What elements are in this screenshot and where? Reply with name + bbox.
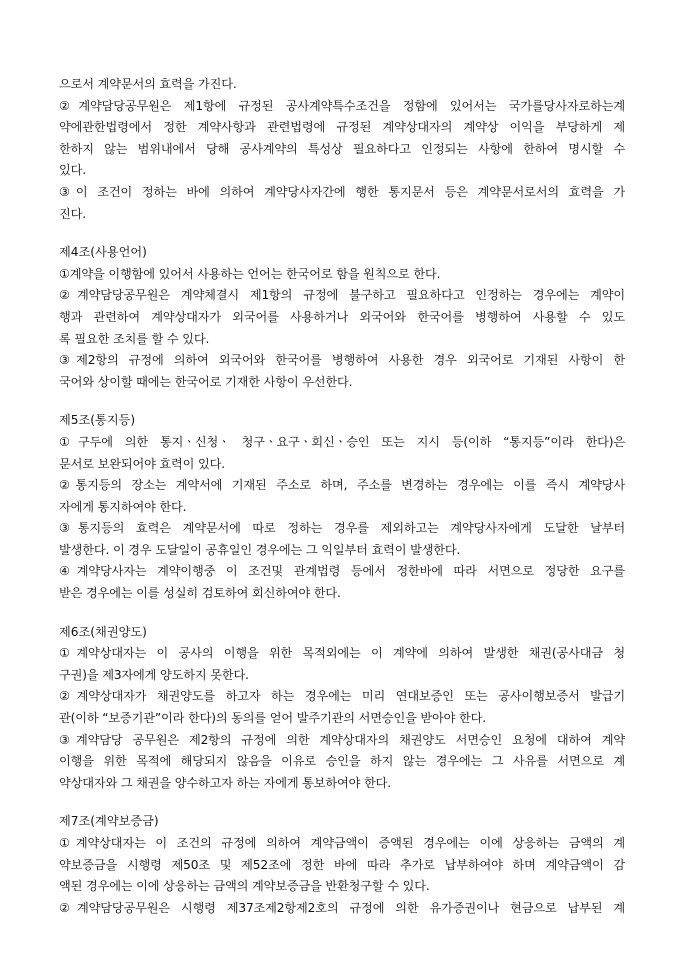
document-page xyxy=(59,74,625,919)
text-line: 구권)을 제3자에게 양도하지 못한다. xyxy=(59,667,249,682)
text-line: ③제2항의 규정에 의하여 외국어와 한국어를 병행하여 사용한 경우 외국어로 기재된 사항이 한 xyxy=(59,353,625,368)
text-line: ①계약상대자는 이 공사의 이행을 위한 목적외에는 이 계약에 의하여 발생한 채권(공사대금 청 xyxy=(59,646,625,661)
section-gap xyxy=(59,225,625,242)
text-line: ②계약상대자가 채권양도를 하고자 하는 경우에는 미리 연대보증인 또는 공사이행보증서 발급기 xyxy=(59,689,625,704)
text-line: 으로서 계약문서의 효력을 가진다. xyxy=(59,77,237,91)
text-line: ①구두에 의한 통지ㆍ신청ㆍ 청구ㆍ요구ㆍ회신ㆍ승인 또는 지시 등(이하 “통지등”이라 한다)은 xyxy=(59,434,625,449)
clause-heading: 제4조(사용언어) xyxy=(59,245,147,260)
text-line: 약보증금을 시행령 제50조 및 제52조에 정한 바에 따라 추가로 납부하여야 하며 계약금액이 감 xyxy=(59,857,625,872)
clause-section xyxy=(59,242,625,393)
text-line: 문서로 보완되어야 효력이 있다. xyxy=(59,456,225,471)
text-line: 관(이하 “보증기관”이라 한다)의 동의를 얻어 발주기관의 서면승인을 받아야 한다. xyxy=(59,711,486,726)
text-line: 록 필요한 조치를 할 수 있다. xyxy=(59,331,210,346)
text-line: ③이 조건이 정하는 바에 의하여 계약당사자간에 행한 통지문서 등은 계약문서로서의 효력을 가 xyxy=(59,184,625,199)
text-line: 발생한다. 이 경우 도달일이 공휴일인 경우에는 그 익일부터 효력이 발생한다. xyxy=(59,542,461,557)
clause-heading: 제6조(채권양도) xyxy=(59,624,147,639)
text-line: ②계약담당공무원은 계약체결시 제1항의 규정에 불구하고 필요하다고 인정하는 경우에는 계약이 xyxy=(59,288,625,303)
text-line: 받은 경우에는 이를 성실히 검토하여 회신하여야 한다. xyxy=(59,586,341,601)
clause-section xyxy=(59,410,625,604)
section-gap xyxy=(59,605,625,622)
text-line: 이행을 위한 목적에 해당되지 않음을 이유로 승인을 하지 않는 경우에는 그 사유를 서면으로 계 xyxy=(59,754,625,769)
clause-section xyxy=(59,74,625,225)
text-line: 약에관한법령에서 정한 계약사항과 관련법령에 규정된 계약상대자의 계약상 이익을 부당하게 제 xyxy=(59,120,625,135)
text-line: 한하지 않는 범위내에서 당해 공사계약의 특성상 필요하다고 인정되는 사항에 한하여 명시할 수 xyxy=(59,141,625,156)
text-line: ①계약을 이행함에 있어서 사용하는 언어는 한국어로 함을 원칙으로 한다. xyxy=(59,266,441,281)
text-line: ②계약담당공무원은 제1항에 규정된 공사계약특수조건을 정함에 있어서는 국가를당사자로하는계 xyxy=(59,98,625,113)
text-line: ②통지등의 장소는 계약서에 기재된 주소로 하며, 주소를 변경하는 경우에는 이를 즉시 계약당사 xyxy=(59,478,625,493)
text-line: ①계약상대자는 이 조건의 규정에 의하여 계약금액이 증액된 경우에는 이에 상응하는 금액의 계 xyxy=(59,836,625,850)
text-line: 행과 관련하여 계약상대자가 외국어를 사용하거나 외국어와 한국어를 병행하여 사용할 수 있도 xyxy=(59,309,625,324)
clause-heading: 제5조(통지등) xyxy=(59,413,136,428)
text-line: ②계약담당공무원은 시행령 제37조제2항제2호의 규정에 의한 유가증권이나 현금으로 납부된 계 xyxy=(59,900,625,915)
text-line: 자에게 통지하여야 한다. xyxy=(59,499,187,514)
text-line: 약상대자와 그 채권을 양수하고자 하는 자에게 통보하여야 한다. xyxy=(59,775,391,790)
text-line: 진다. xyxy=(59,206,86,221)
text-line: ④계약당사자는 계약이행중 이 조건및 관계법령 등에서 정한바에 따라 서면으로 정당한 요구를 xyxy=(59,564,625,579)
clause-heading: 제7조(계약보증금) xyxy=(59,814,159,829)
section-gap xyxy=(59,794,625,811)
text-line: ③계약담당 공무원은 제2항의 규정에 의한 계약상대자의 채권양도 서면승인 요청에 대하여 계약 xyxy=(59,732,625,747)
text-line: 액된 경우에는 이에 상응하는 금액의 계약보증금을 반환청구할 수 있다. xyxy=(59,879,430,894)
text-line: 국어와 상이할 때에는 한국어로 기재한 사항이 우선한다. xyxy=(59,374,353,389)
text-line: ③통지등의 효력은 계약문서에 따로 정하는 경우를 제외하고는 계약당사자에게 도달한 날부터 xyxy=(59,521,625,536)
clause-section xyxy=(59,622,625,795)
clause-section xyxy=(59,811,625,919)
text-line: 있다. xyxy=(59,163,86,178)
section-gap xyxy=(59,393,625,410)
